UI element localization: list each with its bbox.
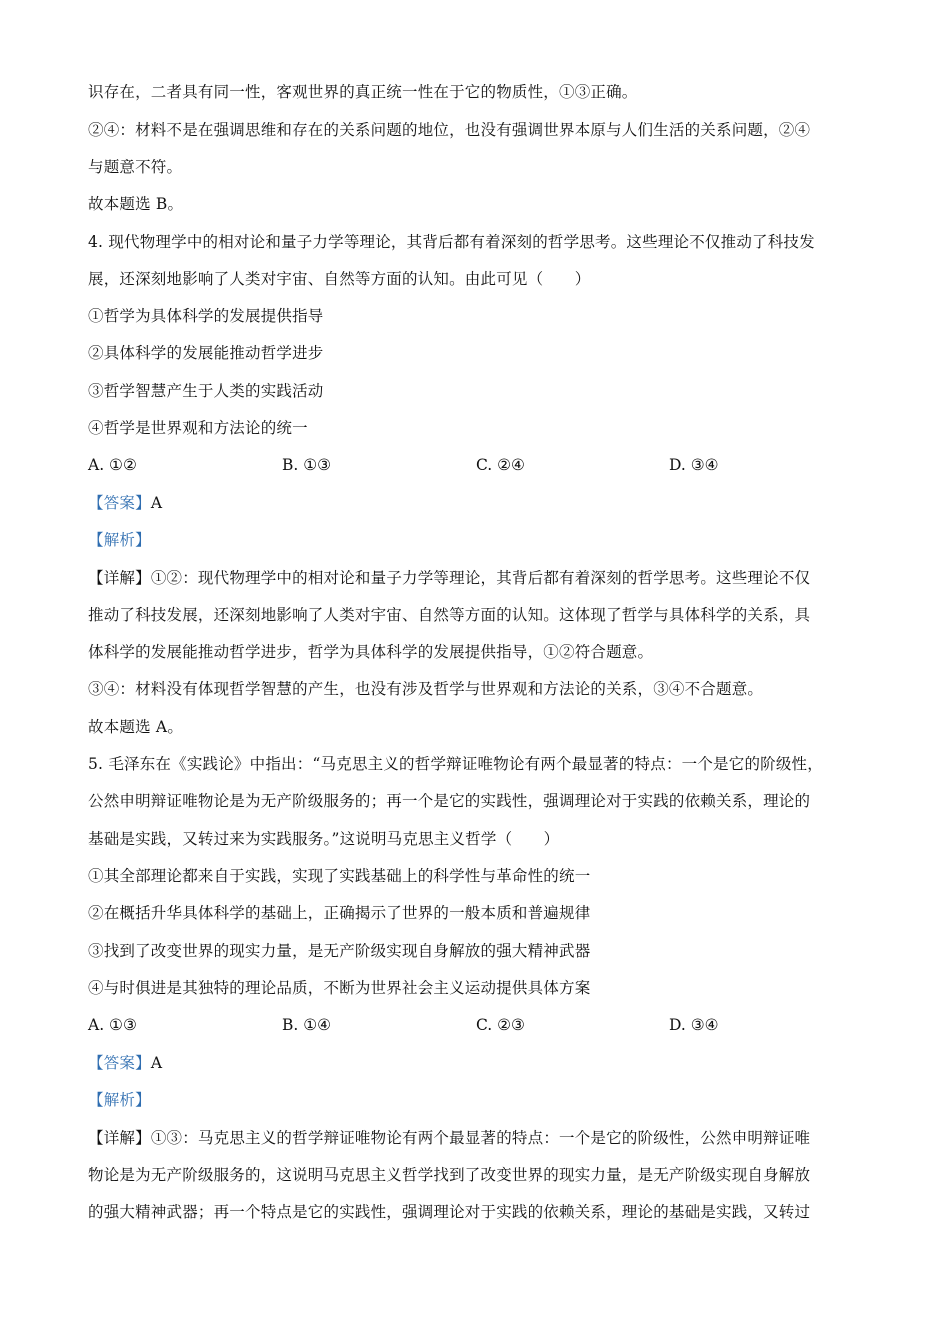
- q5-option-a: A. ①③: [88, 1016, 137, 1034]
- q4-item-2: ②具体科学的发展能推动哲学进步: [88, 344, 324, 362]
- q5-stem-line-3: 基础是实践，又转过来为实践服务。”这说明马克思主义哲学（ ）: [88, 830, 560, 848]
- q5-stem-line-1: 5. 毛泽东在《实践论》中指出：“马克思主义的哲学辩证唯物论有两个最显著的特点：一个是它的阶级性，: [88, 755, 823, 773]
- q4-option-d: D. ③④: [669, 456, 719, 474]
- q5-option-d: D. ③④: [669, 1016, 719, 1034]
- q4-item-4: ④哲学是世界观和方法论的统一: [88, 419, 308, 437]
- q4-item-1: ①哲学为具体科学的发展提供指导: [88, 307, 324, 325]
- q4-answer-value: A: [150, 494, 163, 512]
- q5-detail-line-3: 的强大精神武器；再一个特点是它的实践性，强调理论对于实践的依赖关系，理论的基础是实践，又转过: [88, 1203, 811, 1221]
- q4-stem-line-2: 展，还深刻地影响了人类对宇宙、自然等方面的认知。由此可见（ ）: [88, 270, 591, 288]
- q4-option-c: C. ②④: [476, 456, 525, 474]
- q5-option-b: B. ①④: [282, 1016, 332, 1034]
- q5-item-1: ①其全部理论都来自于实践，实现了实践基础上的科学性与革命性的统一: [88, 867, 591, 885]
- q4-answer-label: 【答案】: [88, 494, 151, 512]
- q4-option-a: A. ①②: [88, 456, 137, 474]
- q4-conclusion: 故本题选 A。: [88, 718, 184, 736]
- carry-line-2: ②④：材料不是在强调思维和存在的关系问题的地位，也没有强调世界本原与人们生活的关系问题，②④: [88, 121, 811, 139]
- q5-analysis-label: 【解析】: [88, 1091, 151, 1109]
- q5-detail-line-1: [88, 1128, 890, 1148]
- q5-item-2: ②在概括升华具体科学的基础上，正确揭示了世界的一般本质和普遍规律: [88, 904, 591, 922]
- q4-stem-line-1: 4. 现代物理学中的相对论和量子力学等理论，其背后都有着深刻的哲学思考。这些理论不仅推动了科技发: [88, 233, 815, 251]
- q4-detail-line-1: [88, 568, 890, 588]
- carry-line-1: 识存在，二者具有同一性，客观世界的真正统一性在于它的物质性，①③正确。: [88, 83, 638, 101]
- q5-item-4: ④与时俱进是其独特的理论品质，不断为世界社会主义运动提供具体方案: [88, 979, 591, 997]
- q5-option-c: C. ②③: [476, 1016, 525, 1034]
- q5-detail-label: 【详解】: [88, 1129, 151, 1147]
- q4-option-b: B. ①③: [282, 456, 332, 474]
- q4-detail-text-1: ①②：现代物理学中的相对论和量子力学等理论，其背后都有着深刻的哲学思考。这些理论不仅: [150, 569, 811, 587]
- q4-detail-line-3: 体科学的发展能推动哲学进步，哲学为具体科学的发展提供指导，①②符合题意。: [88, 643, 654, 661]
- q4-detail-label: 【详解】: [88, 569, 151, 587]
- q5-stem-line-2: 公然申明辩证唯物论是为无产阶级服务的；再一个是它的实践性，强调理论对于实践的依赖关系，理论的: [88, 792, 811, 810]
- carry-conclusion: 故本题选 B。: [88, 195, 184, 213]
- q5-answer-line: [88, 1053, 890, 1073]
- q4-item-3: ③哲学智慧产生于人类的实践活动: [88, 382, 324, 400]
- carry-line-3: 与题意不符。: [88, 158, 183, 176]
- q5-answer-value: A: [150, 1054, 163, 1072]
- q4-detail-line-2: 推动了科技发展，还深刻地影响了人类对宇宙、自然等方面的认知。这体现了哲学与具体科学的关系，具: [88, 606, 811, 624]
- q5-detail-line-2: 物论是为无产阶级服务的，这说明马克思主义哲学找到了改变世界的现实力量，是无产阶级实现自身解放: [88, 1166, 811, 1184]
- q5-item-3: ③找到了改变世界的现实力量，是无产阶级实现自身解放的强大精神武器: [88, 942, 591, 960]
- q5-detail-text-1: ①③：马克思主义的哲学辩证唯物论有两个最显著的特点：一个是它的阶级性，公然申明辩证唯: [150, 1129, 811, 1147]
- q4-analysis-label: 【解析】: [88, 531, 151, 549]
- q4-detail-line-4: ③④：材料没有体现哲学智慧的产生，也没有涉及哲学与世界观和方法论的关系，③④不合题意。: [88, 680, 764, 698]
- q5-answer-label: 【答案】: [88, 1054, 151, 1072]
- q4-answer-line: [88, 493, 890, 513]
